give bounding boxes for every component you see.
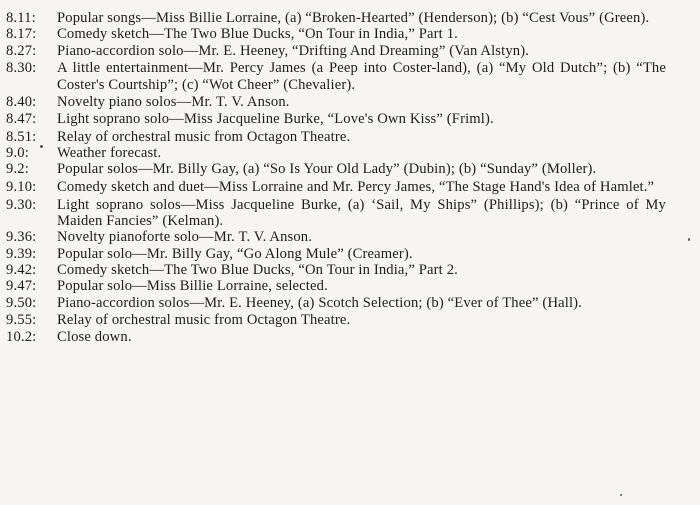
- entry-description: Light soprano solos—Miss Jacqueline Burke, (a) ‘Sail, My Ships” (Phillips); (b) “Prince of My Maiden Fancies” (Kelman).: [57, 196, 666, 230]
- entry-time: 9.39:: [6, 245, 37, 262]
- programme-entry: [6, 10, 666, 26]
- programme-entry: [6, 111, 666, 127]
- entry-time: 8.17:: [6, 26, 37, 43]
- entry-time: 9.50:: [6, 294, 37, 311]
- entry-description: Comedy sketch and duet—Miss Lorraine and Mr. Percy James, “The Stage Hand's Idea of Hamlet.”: [57, 178, 655, 195]
- entry-description: Novelty pianoforte solo—Mr. T. V. Anson.: [57, 229, 313, 246]
- entry-time: 9.42:: [6, 261, 37, 278]
- entry-time: 8.11:: [6, 10, 36, 26]
- entry-time: 8.40:: [6, 94, 37, 111]
- entry-description: Popular songs—Miss Billie Lorraine, (a) “Broken-Hearted” (Henderson); (b) “Cest Vous” (Green).: [57, 10, 650, 26]
- print-speck: [688, 238, 690, 241]
- entry-time: 8.47:: [6, 110, 37, 127]
- programme-entry: [6, 295, 666, 311]
- entry-description: Light soprano solo—Miss Jacqueline Burke, “Love's Own Kiss” (Friml).: [57, 110, 494, 127]
- entry-description: Novelty piano solos—Mr. T. V. Anson.: [57, 94, 290, 111]
- programme-entry: [6, 262, 666, 278]
- entry-description: Comedy sketch—The Two Blue Ducks, “On Tour in India,” Part 1.: [57, 26, 458, 43]
- entry-description: Relay of orchestral music from Octagon Theatre.: [57, 128, 351, 145]
- programme-entry: [6, 129, 666, 145]
- print-speck: [620, 494, 622, 496]
- programme-entry: [6, 60, 666, 93]
- programme-entry: [6, 197, 666, 230]
- programme-entry: [6, 161, 666, 177]
- entry-time: 9.36:: [6, 229, 37, 246]
- entry-description: Weather forecast.: [57, 144, 162, 161]
- entry-time: 9.30:: [6, 196, 37, 213]
- entry-time: 9.55:: [6, 312, 37, 329]
- entry-time: 8.51:: [6, 128, 37, 145]
- programme-entry: [6, 145, 666, 161]
- entry-time: 9.47:: [6, 278, 37, 295]
- entry-description: Comedy sketch—The Two Blue Ducks, “On Tour in India,” Part 2.: [57, 261, 458, 278]
- entry-description: Relay of orchestral music from Octagon Theatre.: [57, 312, 351, 329]
- programme-entry: [6, 179, 666, 195]
- entry-time: 8.30:: [6, 60, 37, 77]
- entry-time: 9.10:: [6, 178, 37, 195]
- entry-time: 8.27:: [6, 42, 37, 59]
- entry-description: Popular solo—Miss Billie Lorraine, selected.: [57, 278, 328, 295]
- programme-entry: [6, 26, 666, 42]
- programme-entry: [6, 312, 666, 328]
- entry-description: Close down.: [57, 328, 132, 345]
- programme-entry: [6, 43, 666, 59]
- programme-entry: [6, 229, 666, 245]
- entry-time: 10.2:: [6, 328, 37, 345]
- radio-programme-list: [6, 10, 666, 345]
- entry-time: 9.0:: [6, 144, 29, 161]
- entry-description: Popular solo—Mr. Billy Gay, “Go Along Mule” (Creamer).: [57, 245, 413, 262]
- entry-description: Piano-accordion solo—Mr. E. Heeney, “Drifting And Dreaming” (Van Alstyn).: [57, 42, 530, 59]
- programme-entry: [6, 246, 666, 262]
- programme-entry: [6, 278, 666, 294]
- entry-description: Piano-accordion solos—Mr. E. Heeney, (a) Scotch Selection; (b) “Ever of Thee” (Hall).: [57, 294, 582, 311]
- entry-description: A little entertainment—Mr. Percy James (a Peep into Coster-land), (a) “My Old Dutch”; (b) “The Coster's Courtship”; (c) “Wot Cheer” (Chevalier).: [57, 60, 666, 93]
- entry-time: 9.2:: [6, 161, 29, 178]
- entry-description: Popular solos—Mr. Billy Gay, (a) “So Is Your Old Lady” (Dubin); (b) “Sunday” (Moller).: [57, 161, 597, 178]
- programme-entry: [6, 94, 666, 110]
- programme-entry: [6, 329, 666, 345]
- print-speck: [40, 145, 43, 148]
